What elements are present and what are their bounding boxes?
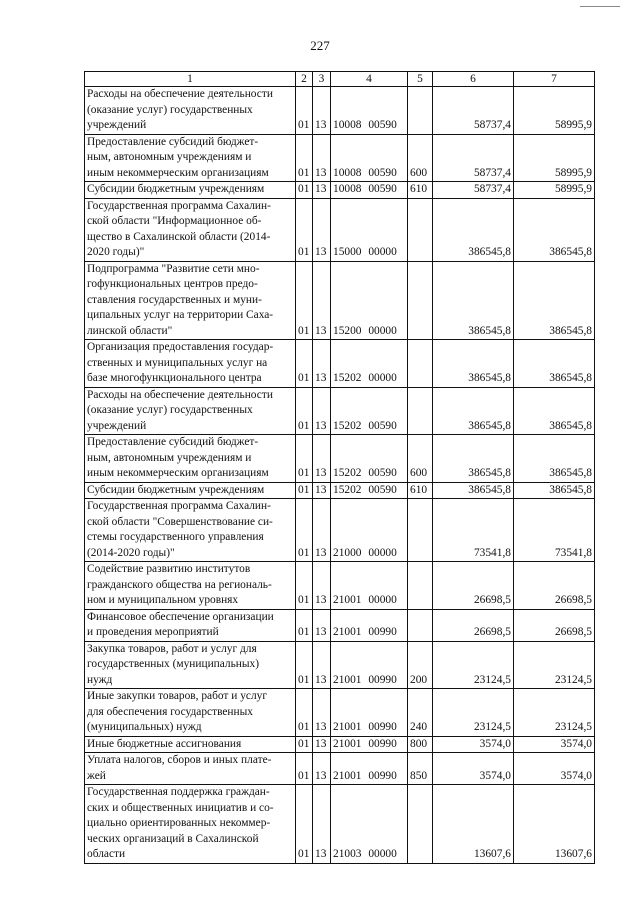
section-code-cell: 01 — [296, 753, 313, 785]
row-name-line: Подпрограмма "Развитие сети мно- — [87, 262, 260, 275]
table-row — [85, 198, 595, 261]
subsection-code-cell: 13 — [313, 785, 331, 864]
row-name-line: ственных и муниципальных услуг на — [87, 356, 268, 369]
row-name-line: Государственная поддержка граждан- — [87, 786, 270, 798]
section-code-cell: 01 — [296, 261, 313, 340]
target-article-cell: 10008 00590 — [331, 87, 408, 135]
row-name-line: ном и муниципальном уровнях — [87, 594, 239, 606]
target-article-cell: 21001 00990 — [331, 753, 408, 785]
expense-type-cell — [408, 785, 433, 864]
budget-table — [84, 71, 595, 864]
amount-col7-cell: 386545,8 — [514, 340, 595, 388]
target-article-cell: 21000 00000 — [331, 499, 408, 562]
section-code-cell: 01 — [296, 134, 313, 182]
amount-col7-cell: 386545,8 — [514, 387, 595, 435]
section-code-cell: 01 — [296, 689, 313, 737]
target-article-cell: 15202 00590 — [331, 482, 408, 499]
target-article-cell: 21001 00990 — [331, 641, 408, 689]
row-name-line: жей — [87, 769, 106, 782]
section-code-cell: 01 — [296, 87, 313, 135]
table-row — [85, 499, 595, 562]
expense-type-cell: 600 — [408, 435, 433, 483]
scan-edge-mark — [580, 6, 620, 7]
subsection-code-cell: 13 — [313, 198, 331, 261]
row-name-line: ческих организаций в Сахалинской — [87, 832, 259, 845]
expense-type-cell: 240 — [408, 689, 433, 737]
expense-type-cell: 200 — [408, 641, 433, 689]
target-article-cell: 10008 00590 — [331, 182, 408, 199]
row-name-cell — [85, 609, 296, 641]
amount-col6-cell: 3574,0 — [433, 753, 514, 785]
amount-col6-cell: 386545,8 — [433, 261, 514, 340]
target-article-cell: 21001 00990 — [331, 736, 408, 753]
row-name-line: гражданского общества на региональ- — [87, 578, 272, 591]
row-name-cell — [85, 87, 296, 135]
expense-type-cell — [408, 198, 433, 261]
subsection-code-cell: 13 — [313, 753, 331, 785]
row-name-cell — [85, 562, 296, 610]
subsection-code-cell: 13 — [313, 641, 331, 689]
table-header-row — [85, 72, 595, 87]
table-row — [85, 753, 595, 785]
target-article-cell: 21003 00000 — [331, 785, 408, 864]
row-name-line: Расходы на обеспечение деятельности — [87, 388, 273, 401]
header-cell: 7 — [514, 72, 595, 87]
amount-col7-cell: 26698,5 — [514, 562, 595, 610]
row-name-cell — [85, 641, 296, 689]
table-row — [85, 609, 595, 641]
subsection-code-cell: 13 — [313, 435, 331, 483]
row-name-line: Закупка товаров, работ и услуг для — [87, 642, 257, 655]
row-name-line: учреждений — [87, 119, 147, 131]
header-cell: 6 — [433, 72, 514, 87]
row-name-cell — [85, 689, 296, 737]
amount-col6-cell: 3574,0 — [433, 736, 514, 753]
table-row — [85, 562, 595, 610]
amount-col7-cell: 23124,5 — [514, 689, 595, 737]
table-row — [85, 387, 595, 435]
expense-type-cell: 610 — [408, 182, 433, 199]
row-name-line: Предоставление субсидий бюджет- — [87, 135, 259, 148]
section-code-cell: 01 — [296, 609, 313, 641]
row-name-line: 2020 годы)" — [87, 246, 145, 258]
page-number: 227 — [310, 38, 330, 53]
section-code-cell: 01 — [296, 387, 313, 435]
subsection-code-cell: 13 — [313, 736, 331, 753]
row-name-cell — [85, 435, 296, 483]
table-row — [85, 785, 595, 864]
expense-type-cell: 800 — [408, 736, 433, 753]
amount-col6-cell: 58737,4 — [433, 182, 514, 199]
target-article-cell: 15000 00000 — [331, 198, 408, 261]
amount-col6-cell: 13607,6 — [433, 785, 514, 864]
row-name-line: (2014-2020 годы)" — [87, 546, 175, 559]
row-name-line: (оказание услуг) государственных — [87, 103, 253, 116]
section-code-cell: 01 — [296, 198, 313, 261]
subsection-code-cell: 13 — [313, 689, 331, 737]
header-cell: 2 — [296, 72, 313, 87]
subsection-code-cell: 13 — [313, 340, 331, 388]
section-code-cell: 01 — [296, 182, 313, 199]
amount-col6-cell: 26698,5 — [433, 562, 514, 610]
subsection-code-cell: 13 — [313, 609, 331, 641]
row-name-line: области — [87, 848, 126, 860]
target-article-cell: 21001 00000 — [331, 562, 408, 610]
expense-type-cell — [408, 562, 433, 610]
row-name-line: ным, автономным учреждениям и — [87, 151, 252, 163]
subsection-code-cell: 13 — [313, 387, 331, 435]
row-name-cell — [85, 482, 296, 499]
row-name-line: ской области "Информационное об- — [87, 215, 262, 227]
table-row — [85, 689, 595, 737]
row-name-line: ным, автономным учреждениям и — [87, 451, 252, 464]
table-row — [85, 641, 595, 689]
table-row — [85, 87, 595, 135]
table-row — [85, 182, 595, 199]
amount-col6-cell: 58737,4 — [433, 134, 514, 182]
target-article-cell: 15202 00000 — [331, 340, 408, 388]
section-code-cell: 01 — [296, 499, 313, 562]
amount-col6-cell: 58737,4 — [433, 87, 514, 135]
row-name-line: Государственная программа Сахалин- — [87, 500, 271, 512]
row-name-line: Финансовое обеспечение организации — [87, 610, 274, 623]
row-name-line: Содействие развитию институтов — [87, 563, 251, 575]
row-name-line: государственных (муниципальных) — [87, 658, 260, 670]
amount-col7-cell: 23124,5 — [514, 641, 595, 689]
table-row — [85, 340, 595, 388]
row-name-cell — [85, 134, 296, 182]
table-row — [85, 435, 595, 483]
amount-col7-cell: 58995,9 — [514, 134, 595, 182]
row-name-line: иным некоммерческим организациям — [87, 467, 269, 479]
header-cell: 1 — [85, 72, 296, 87]
row-name-line: ставления государственных и муни- — [87, 293, 262, 306]
row-name-line: гофункциональных центров предо- — [87, 278, 258, 290]
row-name-line: ских и общественных инициатив и со- — [87, 801, 274, 814]
amount-col6-cell: 73541,8 — [433, 499, 514, 562]
table-row — [85, 261, 595, 340]
table-row — [85, 482, 595, 499]
amount-col6-cell: 23124,5 — [433, 641, 514, 689]
row-name-line: стемы государственного управления — [87, 531, 264, 543]
amount-col6-cell: 386545,8 — [433, 387, 514, 435]
row-name-line: Иные закупки товаров, работ и услуг — [87, 690, 268, 702]
target-article-cell: 15202 00590 — [331, 435, 408, 483]
row-name-line: Субсидии бюджетным учреждениям — [87, 483, 265, 496]
amount-col7-cell: 386545,8 — [514, 261, 595, 340]
target-article-cell: 10008 00590 — [331, 134, 408, 182]
subsection-code-cell: 13 — [313, 87, 331, 135]
subsection-code-cell: 13 — [313, 182, 331, 199]
target-article-cell: 21001 00990 — [331, 609, 408, 641]
subsection-code-cell: 13 — [313, 482, 331, 499]
amount-col7-cell: 386545,8 — [514, 198, 595, 261]
row-name-line: щество в Сахалинской области (2014- — [87, 230, 271, 243]
expense-type-cell — [408, 387, 433, 435]
target-article-cell: 15202 00590 — [331, 387, 408, 435]
row-name-line: линской области" — [87, 324, 173, 337]
row-name-line: (оказание услуг) государственных — [87, 404, 253, 416]
row-name-line: Иные бюджетные ассигнования — [87, 737, 242, 750]
section-code-cell: 01 — [296, 482, 313, 499]
table-row — [85, 736, 595, 753]
section-code-cell: 01 — [296, 435, 313, 483]
row-name-line: Предоставление субсидий бюджет- — [87, 436, 259, 448]
subsection-code-cell: 13 — [313, 562, 331, 610]
row-name-cell — [85, 499, 296, 562]
amount-col7-cell: 3574,0 — [514, 736, 595, 753]
row-name-cell — [85, 340, 296, 388]
row-name-line: ской области "Совершенствование си- — [87, 515, 273, 528]
section-code-cell: 01 — [296, 641, 313, 689]
amount-col7-cell: 386545,8 — [514, 435, 595, 483]
table-row — [85, 134, 595, 182]
amount-col7-cell: 386545,8 — [514, 482, 595, 499]
amount-col7-cell: 58995,9 — [514, 182, 595, 199]
target-article-cell: 15200 00000 — [331, 261, 408, 340]
amount-col6-cell: 23124,5 — [433, 689, 514, 737]
row-name-cell — [85, 753, 296, 785]
row-name-line: Государственная программа Сахалин- — [87, 199, 271, 212]
subsection-code-cell: 13 — [313, 134, 331, 182]
amount-col7-cell: 73541,8 — [514, 499, 595, 562]
section-code-cell: 01 — [296, 736, 313, 753]
row-name-cell — [85, 785, 296, 864]
row-name-line: (муниципальных) нужд — [87, 721, 202, 733]
expense-type-cell — [408, 340, 433, 388]
row-name-line: Организация предоставления государ- — [87, 341, 274, 353]
row-name-line: и проведения мероприятий — [87, 626, 219, 638]
row-name-line: учреждений — [87, 419, 147, 432]
expense-type-cell: 850 — [408, 753, 433, 785]
subsection-code-cell: 13 — [313, 499, 331, 562]
row-name-cell — [85, 261, 296, 340]
expense-type-cell — [408, 261, 433, 340]
section-code-cell: 01 — [296, 562, 313, 610]
row-name-cell — [85, 736, 296, 753]
row-name-line: для обеспечения государственных — [87, 705, 253, 718]
subsection-code-cell: 13 — [313, 261, 331, 340]
row-name-line: Уплата налогов, сборов и иных плате- — [87, 754, 272, 766]
section-code-cell: 01 — [296, 785, 313, 864]
amount-col7-cell: 26698,5 — [514, 609, 595, 641]
expense-type-cell — [408, 87, 433, 135]
row-name-line: Расходы на обеспечение деятельности — [87, 88, 273, 100]
amount-col6-cell: 386545,8 — [433, 482, 514, 499]
header-cell: 4 — [331, 72, 408, 87]
section-code-cell: 01 — [296, 340, 313, 388]
amount-col6-cell: 386545,8 — [433, 198, 514, 261]
row-name-cell — [85, 198, 296, 261]
amount-col6-cell: 386545,8 — [433, 435, 514, 483]
amount-col6-cell: 386545,8 — [433, 340, 514, 388]
expense-type-cell: 600 — [408, 134, 433, 182]
amount-col7-cell: 13607,6 — [514, 785, 595, 864]
expense-type-cell — [408, 499, 433, 562]
row-name-line: ципальных услуг на территории Саха- — [87, 309, 274, 321]
header-cell: 5 — [408, 72, 433, 87]
row-name-line: циально ориентированных некоммер- — [87, 817, 271, 829]
expense-type-cell — [408, 609, 433, 641]
header-cell: 3 — [313, 72, 331, 87]
expense-type-cell: 610 — [408, 482, 433, 499]
row-name-line: Субсидии бюджетным учреждениям — [87, 183, 265, 195]
row-name-cell — [85, 387, 296, 435]
amount-col7-cell: 3574,0 — [514, 753, 595, 785]
row-name-line: базе многофункционального центра — [87, 372, 262, 384]
target-article-cell: 21001 00990 — [331, 689, 408, 737]
amount-col6-cell: 26698,5 — [433, 609, 514, 641]
amount-col7-cell: 58995,9 — [514, 87, 595, 135]
row-name-cell — [85, 182, 296, 199]
row-name-line: нужд — [87, 673, 113, 686]
row-name-line: иным некоммерческим организациям — [87, 166, 269, 179]
